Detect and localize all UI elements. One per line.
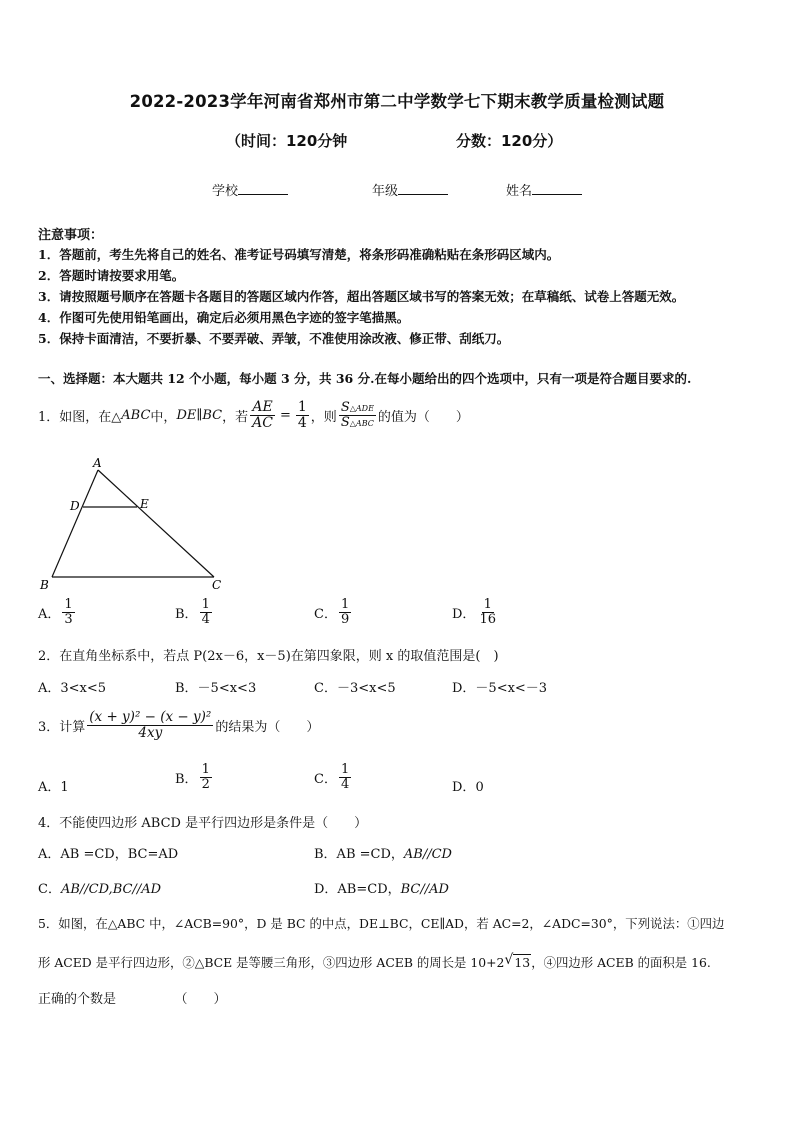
option-label: D．AB=CD， <box>314 882 401 897</box>
fraction-numerator: 1 <box>201 597 210 612</box>
label-b: B <box>40 578 49 592</box>
option-label: D． <box>452 607 476 623</box>
note-item: 3．请按照题号顺序在答题卡各题目的答题区域内作答，超出答题区域书写的答案无效；在草稿纸、试卷上答题无效。 <box>38 289 685 304</box>
section-heading: 一、选择题：本大题共 12 个小题，每小题 3 分，共 36 分.在每小题给出的四个选项中，只有一项是符合题目要求的. <box>38 371 692 386</box>
side-ab <box>52 470 98 577</box>
option-label: A． <box>38 607 61 623</box>
q3-option-d[interactable] <box>452 776 484 795</box>
option-label: B． <box>175 607 198 623</box>
note-item: 5．保持卡面清洁，不要折暴、不要弄破、弄皱，不准使用涂改液、修正带、刮纸刀。 <box>38 331 510 346</box>
q2-option-c[interactable]: C．－3<x<5 <box>314 681 396 696</box>
q2-option-a[interactable]: A．3<x<5 <box>38 681 107 696</box>
area-subscript: △ABC <box>349 419 374 429</box>
area-s: S <box>340 415 350 431</box>
area-subscript: △ADE <box>349 404 374 414</box>
fraction-denominator: 4 <box>297 415 307 432</box>
question-2-stem: 2．在直角坐标系中，若点 P(2x－6，x－5)在第四象限，则 x 的取值范围是( ) <box>38 649 499 664</box>
triangle-figure <box>36 452 236 594</box>
fraction-denominator: 2 <box>201 777 210 793</box>
fraction-numerator: 1 <box>297 399 307 415</box>
q1-option-c[interactable] <box>314 598 353 628</box>
question-3-stem <box>38 710 319 741</box>
q4-option-c[interactable] <box>38 878 161 897</box>
note-item: 2．答题时请按要求用笔。 <box>38 268 185 283</box>
fraction-denominator: 4 <box>340 777 350 793</box>
fraction-numerator: 1 <box>340 762 350 777</box>
fraction-denominator: AC <box>252 415 273 432</box>
fraction-numerator: (x + y)² − (x − y)² <box>89 709 212 725</box>
side-ac <box>98 470 214 577</box>
question-4-stem: 4．不能使四边形 ABCD 是平行四边形是条件是（ ） <box>38 816 368 831</box>
label-c: C <box>212 578 222 592</box>
q2-option-b[interactable]: B．－5<x<3 <box>175 681 257 696</box>
q1-text: ，若 <box>222 410 249 426</box>
grade-blank[interactable] <box>398 182 448 195</box>
option-label: B． <box>175 772 198 788</box>
radicand: 13 <box>514 955 531 970</box>
q3-option-a[interactable] <box>38 776 69 795</box>
q1-triangle: ABC <box>121 408 151 424</box>
q1-bc: BC <box>202 408 223 424</box>
q3-tail: 的结果为（ ） <box>215 719 320 735</box>
fraction-denominator: 3 <box>64 612 73 628</box>
option-label: C． <box>38 882 61 897</box>
q3-option-c[interactable] <box>314 763 353 793</box>
school-field <box>212 180 288 199</box>
q1-area-fraction <box>339 401 376 431</box>
question-5-line-3: 正确的个数是 （ ） <box>38 992 227 1007</box>
option-label: A． <box>38 780 61 795</box>
fraction-numerator <box>339 401 376 416</box>
question-5-line-1: 5．如图，在△ABC 中，∠ACB=90°，D 是 BC 的中点，DE⊥BC，CE∥AD，若 AC=2，∠ADC=30°，下列说法：①四边 <box>38 916 725 931</box>
name-label: 姓名 <box>506 184 533 199</box>
notes-heading: 注意事项： <box>38 228 104 243</box>
option-label: C． <box>314 772 337 788</box>
option-fraction <box>200 763 212 793</box>
option-label: B．AB =CD， <box>314 847 404 862</box>
option-fraction <box>477 598 498 628</box>
option-label: D． <box>452 780 476 795</box>
note-item: 4．作图可先使用铅笔画出，确定后必须用黑色字迹的签字笔描黑。 <box>38 310 410 325</box>
exam-time: （时间：120分钟 <box>226 132 348 150</box>
q1-option-b[interactable] <box>175 598 214 628</box>
option-fraction <box>339 598 351 628</box>
fraction-denominator <box>339 416 376 430</box>
q1-value-fraction <box>296 400 309 432</box>
option-math: BC//AD <box>400 882 449 897</box>
sqrt-expression <box>504 952 531 970</box>
q2-option-d[interactable]: D．－5<x<－3 <box>452 681 548 696</box>
q1-text: 中， <box>150 410 177 426</box>
q4-option-a[interactable]: A．AB =CD，BC=AD <box>38 847 179 862</box>
q1-option-a[interactable] <box>38 598 77 628</box>
q1-option-d[interactable] <box>452 598 500 628</box>
fraction-numerator: 1 <box>340 597 350 612</box>
note-item: 1．答题前，考生先将自己的姓名、准考证号码填写清楚，将条形码准确粘贴在条形码区域内。 <box>38 247 560 262</box>
q1-text: ，则 <box>310 410 337 426</box>
fraction-denominator: 9 <box>340 612 350 628</box>
option-label: C． <box>314 607 337 623</box>
q3-option-b[interactable] <box>175 763 214 793</box>
school-blank[interactable] <box>238 182 288 195</box>
name-field <box>506 180 582 199</box>
option-value: 1 <box>60 780 69 795</box>
q3-expression-fraction <box>87 710 213 741</box>
option-math: AB//CD <box>403 847 452 862</box>
q1-equals: = <box>279 408 291 424</box>
q1-tail: 的值为（ ） <box>377 410 469 426</box>
q5-text: 形 ACED 是平行四边形，②△BCE 是等腰三角形，③四边形 ACEB 的周长是 10+2 <box>38 955 505 970</box>
question-1-stem <box>38 400 469 432</box>
name-blank[interactable] <box>532 182 582 195</box>
q4-option-d[interactable] <box>314 878 449 897</box>
option-math: AB//CD,BC//AD <box>60 882 162 897</box>
grade-label: 年级 <box>372 184 399 199</box>
q1-ratio-fraction <box>250 400 275 432</box>
fraction-denominator: 16 <box>479 612 496 628</box>
label-e: E <box>140 497 149 511</box>
page-title: 2022-2023学年河南省郑州市第二中学数学七下期末教学质量检测试题 <box>129 92 665 111</box>
label-d: D <box>70 499 80 513</box>
school-label: 学校 <box>212 184 239 199</box>
fraction-numerator: 1 <box>201 762 210 777</box>
fraction-denominator: 4 <box>201 612 210 628</box>
q4-option-b[interactable] <box>314 843 452 862</box>
fraction-numerator: AE <box>252 399 273 415</box>
q5-text: ，④四边形 ACEB 的面积是 16. <box>531 955 711 970</box>
q1-de: DE <box>176 408 197 424</box>
option-fraction <box>339 763 351 793</box>
fraction-denominator: 4xy <box>138 724 163 741</box>
fraction-numerator: 1 <box>483 597 492 612</box>
question-5-line-2 <box>38 953 711 971</box>
q1-prefix: 1．如图，在△ <box>38 410 122 426</box>
option-fraction <box>200 598 212 628</box>
radical-sign: √ <box>504 952 514 968</box>
fraction-numerator: 1 <box>64 597 73 612</box>
option-fraction <box>62 598 74 628</box>
label-a: A <box>93 456 102 470</box>
q1-parallel: ∥ <box>196 408 203 424</box>
area-s: S <box>340 400 350 416</box>
option-value: 0 <box>475 780 484 795</box>
grade-field <box>372 180 448 199</box>
exam-score: 分数：120分） <box>456 132 563 150</box>
q3-prefix: 3．计算 <box>38 719 86 735</box>
